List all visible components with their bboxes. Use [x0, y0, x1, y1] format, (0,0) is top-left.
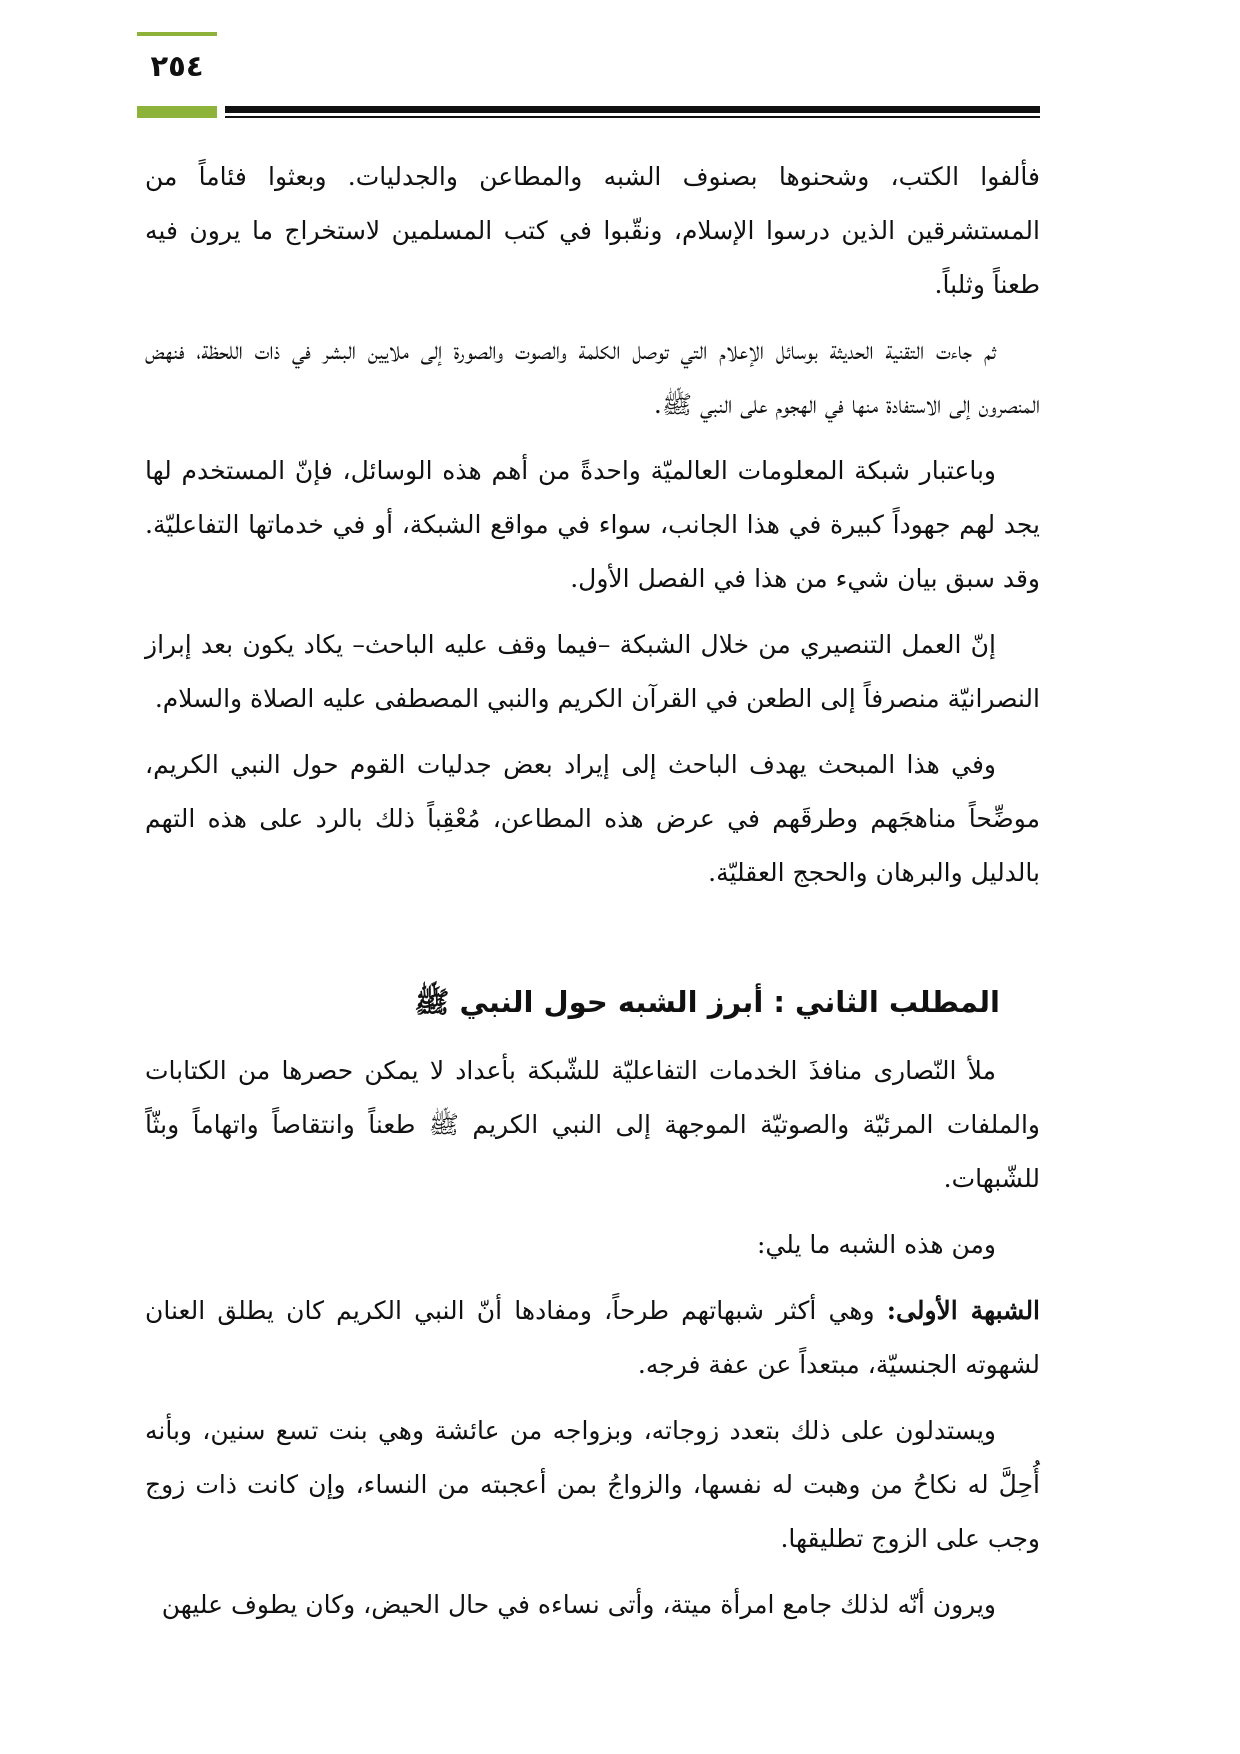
first-doubt-paragraph — [145, 1284, 1040, 1392]
page-number: ٢٥٤ — [150, 49, 204, 83]
page-header — [0, 0, 1240, 130]
header-rule-thick — [225, 106, 1040, 113]
paragraph: وباعتبار شبكة المعلومات العالميّة واحدةً من أهم هذه الوسائل، فإنّ المستخدم لها يجد لهم جهوداً كبيرة في هذا الجانب، سواء في مواقع الشبكة، أو في خدماتها التفاعليّة. وقد سبق بيان شيء من هذا في الفصل الأول. — [145, 456, 1040, 593]
accent-bar-top — [137, 32, 217, 36]
paragraph: ومن هذه الشبه ما يلي: — [756, 1230, 996, 1259]
paragraph: وفي هذا المبحث يهدف الباحث إلى إيراد بعض جدليات القوم حول النبي الكريم، موضِّحاً مناهجَهم وطرقَهم في عرض هذه المطاعن، مُعْقِباً ذلك بالرد على هذه التهم بالدليل والبرهان والحجج العقليّة. — [145, 750, 1040, 887]
accent-bar-bottom — [137, 106, 217, 118]
header-rule-thin — [225, 116, 1040, 118]
section-heading: المطلب الثاني : أبرز الشبه حول النبي ﷺ — [414, 985, 1000, 1019]
paragraph: ثم جاءت التقنية الحديثة بوسائل الإعلام التي توصل الكلمة والصوت والصورة إلى ملايين البشر في ذات اللحظة، فنهض المنصرون إلى الاستفادة منها في الهجوم على النبي ﷺ. — [145, 336, 1040, 419]
paragraph: ويستدلون على ذلك بتعدد زوجاته، وبزواجه من عائشة وهي بنت تسع سنين، وبأنه أُحِلَّ له نكاحُ من وهبت له نفسها، والزواجُ بمن أعجبته من النساء، وإن كانت ذات زوج وجب على الزوج تطليقها. — [145, 1416, 1040, 1553]
paragraph: ملأ النّصارى منافذَ الخدمات التفاعليّة للشّبكة بأعداد لا يمكن حصرها من الكتابات والملفات المرئيّة والصوتيّة الموجهة إلى النبي الكريم ﷺ طعناً وانتقاصاً واتهاماً وبثّاً للشّبهات. — [145, 1056, 1040, 1193]
paragraph: فألفوا الكتب، وشحنوها بصنوف الشبه والمطاعن والجدليات. وبعثوا فئاماً من المستشرقين الذين درسوا الإسلام، ونقّبوا في كتب المسلمين لاستخراج ما يرون فيه طعناً وثلباً. — [145, 162, 1040, 299]
doubt-text: وهي أكثر شبهاتهم طرحاً، ومفادها أنّ النبي الكريم كان يطلق العنان لشهوته الجنسيّة، مبتعداً عن عفة فرجه. — [145, 1296, 1040, 1379]
doubt-lead-label: الشبهة الأولى: — [886, 1296, 1041, 1325]
paragraph: إنّ العمل التنصيري من خلال الشبكة –فيما وقف عليه الباحث– يكاد يكون بعد إبراز النصرانيّة منصرفاً إلى الطعن في القرآن الكريم والنبي المصطفى عليه الصلاة والسلام. — [145, 630, 1040, 713]
page-body — [145, 150, 1040, 1644]
paragraph: ويرون أنّه لذلك جامع امرأة ميتة، وأتى نساءه في حال الحيض، وكان يطوف عليهن — [161, 1590, 996, 1619]
